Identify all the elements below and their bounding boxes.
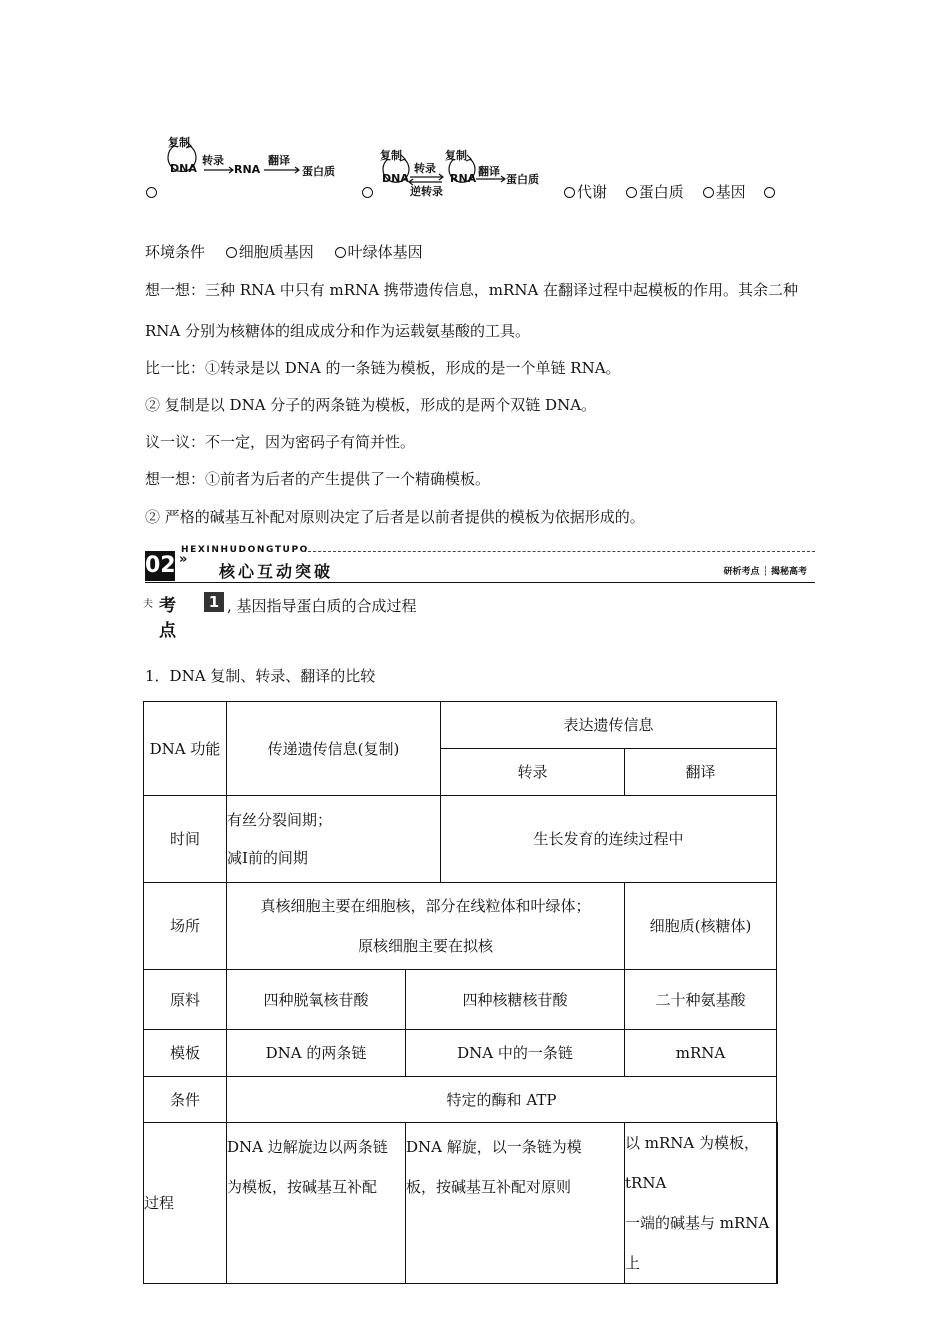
diagram2-translate-label: 翻译 <box>478 165 500 178</box>
diagram1-dna: DNA <box>170 162 197 175</box>
proc-tran-line1: DNA 解旋，以一条链为模 <box>406 1138 582 1156</box>
diagram1-translate-label: 翻译 <box>268 154 290 167</box>
row-label-time: 时间 <box>144 796 227 883</box>
place-line1: 真核细胞主要在细胞核，部分在线粒体和叶绿体； <box>260 897 591 915</box>
raw-transcription: 四种核糖核苷酸 <box>406 970 625 1030</box>
section-number: 02 <box>145 551 175 581</box>
banner-tag: 研析考点 ┆ 揭秘高考 <box>723 567 807 577</box>
blank-circle <box>626 187 637 198</box>
paragraph: ② 严格的碱基互补配对原则决定了后者是以前者提供的模板为依据形成的。 <box>145 508 645 526</box>
time-rep-line2: 减Ⅰ前的间期 <box>227 849 308 867</box>
place-rep-tran <box>227 883 625 970</box>
diagram2-protein: 蛋白质 <box>506 173 539 186</box>
kaodian-title: , 基因指导蛋白质的合成过程 <box>227 597 417 615</box>
section-title: 核心互动突破 <box>219 562 334 581</box>
chevron-icon: » <box>179 552 188 567</box>
banner-rule <box>145 582 815 583</box>
template-transcription: DNA 中的一条链 <box>406 1030 625 1077</box>
row-label-condition: 条件 <box>144 1077 227 1123</box>
template-translation: mRNA <box>625 1030 777 1077</box>
banner-tag-a: 研析考点 <box>723 567 760 577</box>
kaodian-number: 1 <box>204 592 224 612</box>
paragraph: ② 复制是以 DNA 分子的两条链为模板，形成的是两个双链 DNA。 <box>145 396 597 414</box>
blank-protein: 蛋白质 <box>638 183 684 201</box>
process-replication <box>227 1123 406 1284</box>
diagram2-replicate-label: 复制 <box>380 149 402 162</box>
blanks-row <box>564 182 777 202</box>
diagram1-protein: 蛋白质 <box>302 165 335 178</box>
table-row <box>144 1123 777 1284</box>
process-translation <box>625 1123 777 1284</box>
blank-circle <box>362 187 373 198</box>
proc-transl-line2: 一端的碱基与 mRNA 上 <box>625 1214 770 1272</box>
raw-replication: 四种脱氧核苷酸 <box>227 970 406 1030</box>
diagram2-transcribe-label: 转录 <box>414 162 436 175</box>
place-translation: 细胞质(核糖体) <box>625 883 777 970</box>
blank-circle <box>335 247 346 258</box>
header-expression: 表达遗传信息 <box>441 702 777 749</box>
condition-value: 特定的酶和 ATP <box>227 1077 777 1123</box>
table-row <box>144 970 777 1030</box>
paragraph: 想一想：①前者为后者的产生提供了一个精确模板。 <box>145 470 491 488</box>
diagram1-replicate-label: 复制 <box>168 136 190 149</box>
header-dna-function: DNA 功能 <box>144 702 227 796</box>
blank-circle <box>703 187 714 198</box>
env-condition: 环境条件 <box>145 243 206 261</box>
blank-circle <box>564 187 575 198</box>
blank-metabolism: 代谢 <box>577 183 608 201</box>
diagram2-dna: DNA <box>382 172 409 185</box>
row-label-process: 过程 <box>144 1123 227 1284</box>
diagram2-replicate2-label: 复制 <box>445 149 467 162</box>
time-rep-line1: 有丝分裂间期； <box>227 811 333 829</box>
header-replication: 传递遗传信息(复制) <box>227 702 441 796</box>
table-row <box>144 1030 777 1077</box>
table-row <box>144 1077 777 1123</box>
template-replication: DNA 的两条链 <box>227 1030 406 1077</box>
paragraph: RNA 分别为核糖体的组成成分和作为运载氨基酸的工具。 <box>145 322 531 340</box>
cytoplasm-gene: 细胞质基因 <box>238 243 314 261</box>
banner-tag-b: 揭秘高考 <box>770 567 807 577</box>
kaodian-label: 考点 <box>159 596 176 641</box>
comparison-heading: 1．DNA 复制、转录、翻译的比较 <box>145 667 376 685</box>
proc-rep-line2: 为模板，按碱基互补配 <box>227 1178 378 1196</box>
proc-tran-line2: 板，按碱基互补配对原则 <box>406 1178 572 1196</box>
paragraph: 想一想：三种 RNA 中只有 mRNA 携带遗传信息，mRNA 在翻译过程中起模板的作用。其余二种 <box>145 281 799 299</box>
comparison-table <box>143 701 778 1284</box>
paragraph: 议一议：不一定，因为密码子有简并性。 <box>145 433 416 451</box>
row-label-raw: 原料 <box>144 970 227 1030</box>
header-transcription: 转录 <box>441 749 625 796</box>
diagram1-transcribe-label: 转录 <box>202 154 224 167</box>
process-transcription <box>406 1123 625 1284</box>
paragraph: 比一比：①转录是以 DNA 的一条链为模板，形成的是一个单链 RNA。 <box>145 359 621 377</box>
time-expression: 生长发育的连续过程中 <box>441 796 777 883</box>
diagram2-reverse-transcribe-label: 逆转录 <box>410 185 443 198</box>
blank-gene: 基因 <box>715 183 746 201</box>
proc-transl-line1: 以 mRNA 为模板，tRNA <box>625 1134 760 1192</box>
header-translation: 翻译 <box>625 749 777 796</box>
section-english: HEXINHUDONGTUPO <box>181 545 309 555</box>
kaodian-mark: 夫 <box>143 599 153 610</box>
raw-translation: 二十种氨基酸 <box>625 970 777 1030</box>
blank-circle <box>764 187 775 198</box>
proc-rep-line1: DNA 边解旋边以两条链 <box>227 1138 388 1156</box>
time-replication <box>227 796 441 883</box>
section-banner <box>145 545 815 584</box>
place-line2: 原核细胞主要在拟核 <box>357 937 493 955</box>
dashed-rule <box>303 551 815 552</box>
diagram2-rna: RNA <box>450 172 477 185</box>
table-row <box>144 883 777 970</box>
environment-line <box>145 242 423 262</box>
row-label-place: 场所 <box>144 883 227 970</box>
blank-circle <box>146 187 157 198</box>
blank-circle <box>226 247 237 258</box>
table-row <box>144 702 777 749</box>
table-row <box>144 796 777 883</box>
row-label-template: 模板 <box>144 1030 227 1077</box>
chloroplast-gene: 叶绿体基因 <box>347 243 423 261</box>
diagram1-rna: RNA <box>234 163 261 176</box>
